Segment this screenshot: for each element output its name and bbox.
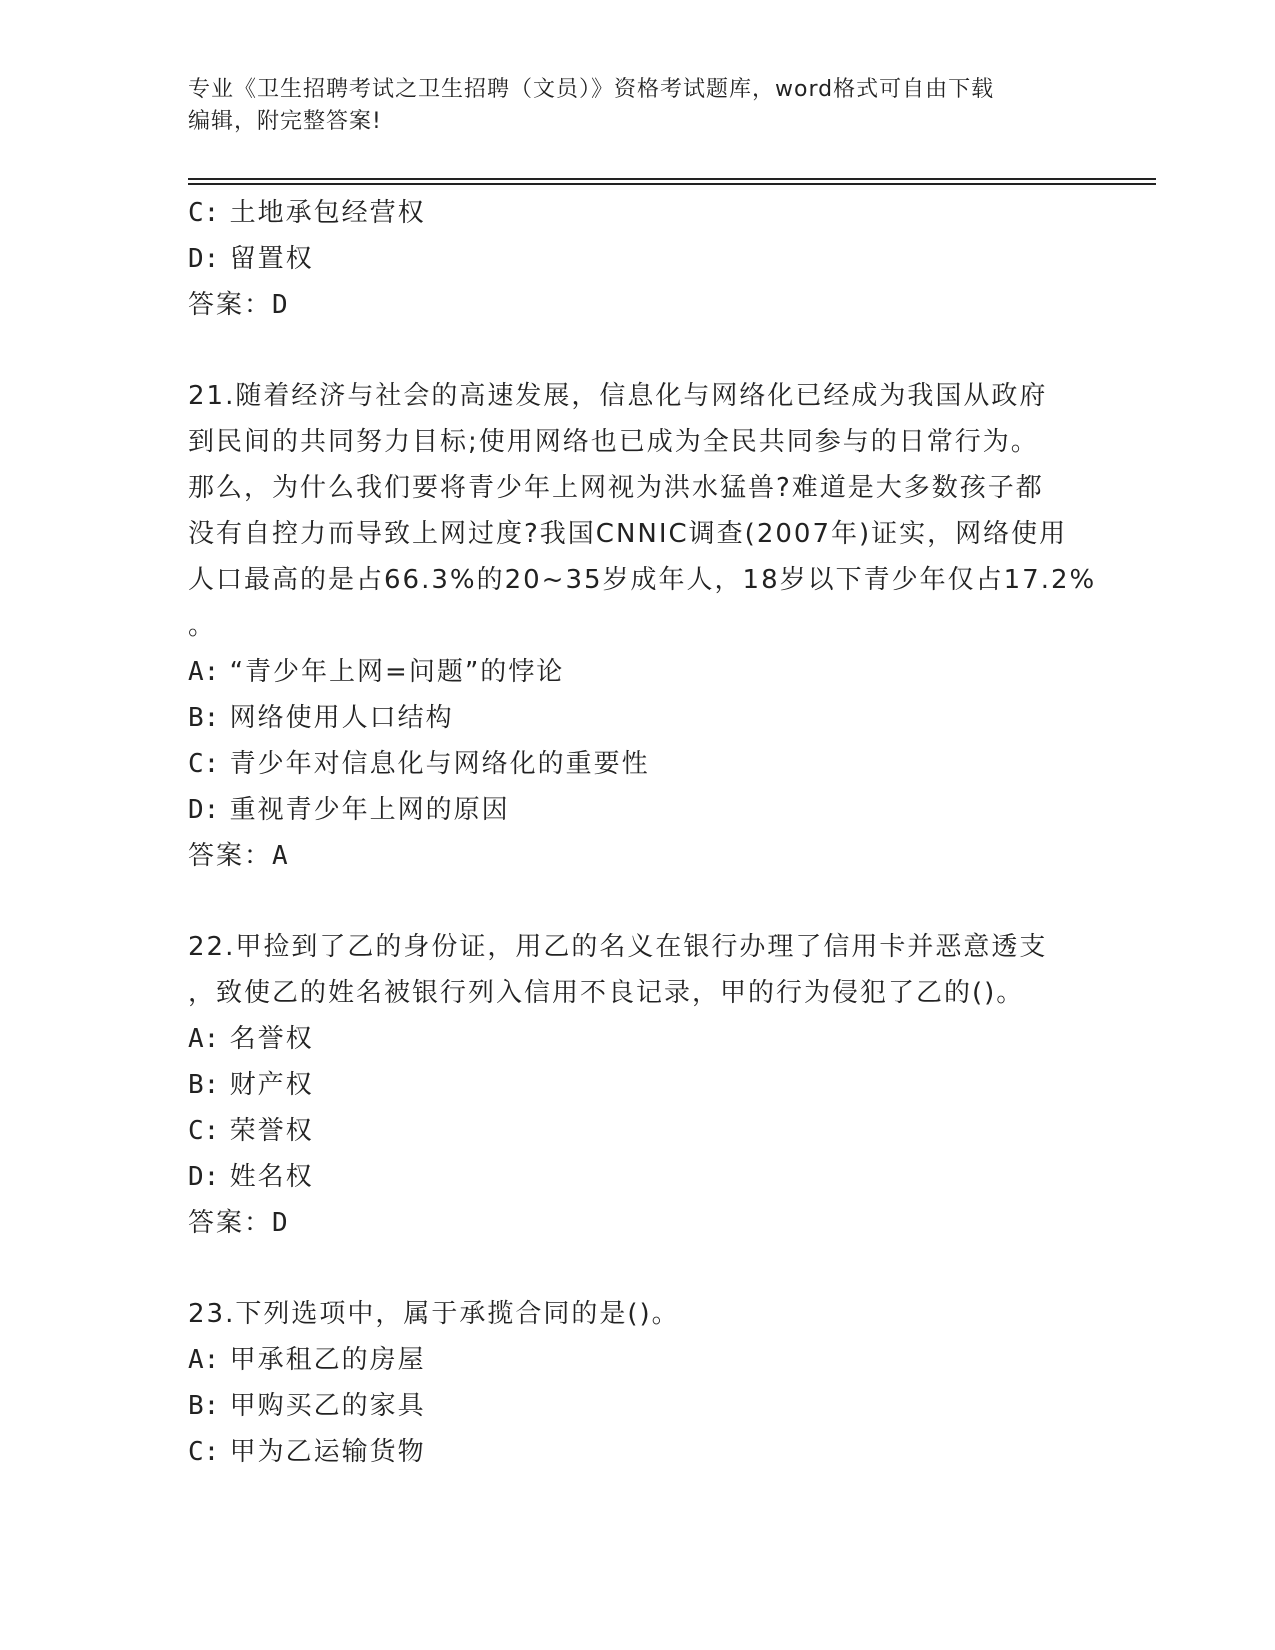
option-text: 姓名权 [229, 1162, 314, 1192]
option-text: 青少年对信息化与网络化的重要性 [229, 749, 650, 779]
question-21 [188, 373, 1098, 879]
question-stem-line: 那么，为什么我们要将青少年上网视为洪水猛兽?难道是大多数孩子都 [188, 473, 1044, 503]
option-text: 土地承包经营权 [229, 198, 426, 228]
header-line-2: 编辑，附完整答案! [188, 109, 382, 134]
option-c [188, 741, 1098, 787]
answer-line [188, 282, 1098, 328]
option-letter: A: [188, 1024, 220, 1054]
option-text: 名誉权 [229, 1024, 314, 1054]
option-d [188, 787, 1098, 833]
option-text: 财产权 [229, 1070, 314, 1100]
option-b [188, 1383, 1098, 1429]
answer-line [188, 1200, 1098, 1246]
option-letter: A: [188, 657, 220, 687]
option-b [188, 695, 1098, 741]
question-stem-line: ，致使乙的姓名被银行列入信用不良记录，甲的行为侵犯了乙的()。 [188, 978, 1025, 1008]
option-text: 荣誉权 [229, 1116, 314, 1146]
question-stem-line: 没有自控力而导致上网过度?我国CNNIC调查(2007年)证实，网络使用 [188, 519, 1068, 549]
option-b [188, 1062, 1098, 1108]
header-line-1: 专业《卫生招聘考试之卫生招聘（文员）》资格考试题库，word格式可自由下载 [188, 77, 995, 102]
option-letter: D: [188, 244, 220, 274]
answer-label: 答案： [188, 841, 273, 871]
header-divider-top [188, 178, 1156, 180]
option-letter: A: [188, 1345, 220, 1375]
option-text: 网络使用人口结构 [229, 703, 454, 733]
answer-label: 答案： [188, 1208, 273, 1238]
option-letter: B: [188, 703, 220, 733]
option-letter: C: [188, 749, 220, 779]
question-list [188, 190, 1098, 1475]
option-c [188, 1108, 1098, 1154]
document-header [188, 74, 1068, 138]
option-letter: B: [188, 1070, 220, 1100]
option-d [188, 1154, 1098, 1200]
option-letter: D: [188, 1162, 220, 1192]
option-letter: C: [188, 1116, 220, 1146]
option-text: 留置权 [229, 244, 314, 274]
question-23 [188, 1291, 1098, 1475]
question-stem-line: 23.下列选项中，属于承揽合同的是()。 [188, 1299, 680, 1329]
answer-value: D [272, 1208, 288, 1238]
option-letter: C: [188, 1437, 220, 1467]
answer-value: D [272, 290, 288, 320]
question-stem-line: 人口最高的是占66.3%的20~35岁成年人，18岁以下青少年仅占17.2% [188, 565, 1097, 595]
question-stem-line: 到民间的共同努力目标;使用网络也已成为全民共同参与的日常行为。 [188, 427, 1039, 457]
option-a [188, 1337, 1098, 1383]
answer-line [188, 833, 1098, 879]
question-stem-line: 。 [188, 611, 217, 641]
question-22 [188, 924, 1098, 1246]
option-d [188, 236, 1098, 282]
option-letter: B: [188, 1391, 220, 1421]
option-text: 甲购买乙的家具 [229, 1391, 426, 1421]
option-a [188, 649, 1098, 695]
previous-question [188, 190, 1098, 328]
option-text: “青少年上网=问题”的悖论 [229, 657, 565, 687]
spacer [188, 879, 1098, 924]
option-c [188, 1429, 1098, 1475]
header-divider-bottom [188, 183, 1156, 185]
option-letter: D: [188, 795, 220, 825]
option-text: 甲为乙运输货物 [229, 1437, 426, 1467]
option-text: 重视青少年上网的原因 [229, 795, 510, 825]
spacer [188, 328, 1098, 373]
option-a [188, 1016, 1098, 1062]
option-c [188, 190, 1098, 236]
answer-value: A [272, 841, 288, 871]
question-stem-line: 21.随着经济与社会的高速发展，信息化与网络化已经成为我国从政府 [188, 381, 1048, 411]
option-text: 甲承租乙的房屋 [229, 1345, 426, 1375]
answer-label: 答案： [188, 290, 273, 320]
spacer [188, 1246, 1098, 1291]
question-stem-line: 22.甲捡到了乙的身份证，用乙的名义在银行办理了信用卡并恶意透支 [188, 932, 1048, 962]
option-letter: C: [188, 198, 220, 228]
